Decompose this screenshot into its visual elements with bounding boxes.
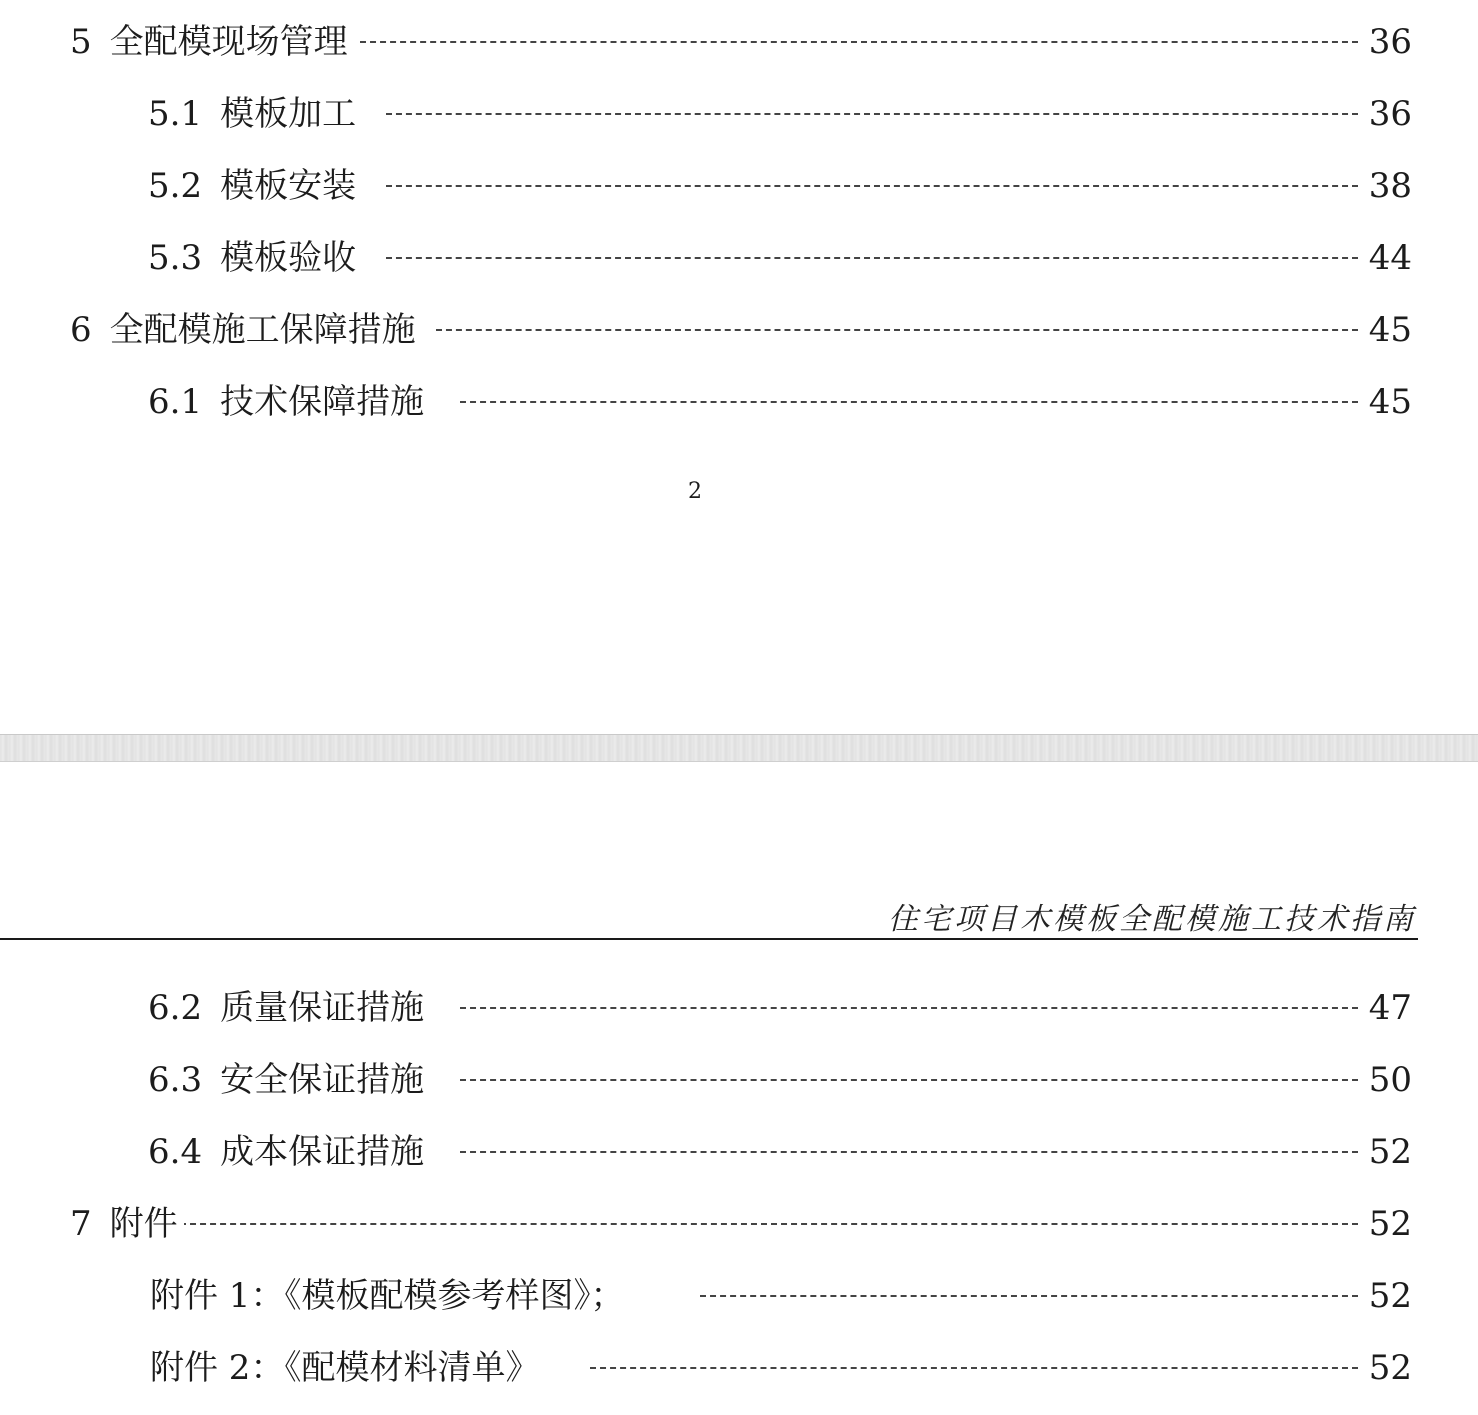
toc-entry-section-6-2[interactable] (0, 984, 1478, 1032)
toc-entry-chapter-5[interactable] (0, 18, 1478, 66)
toc-leader (360, 41, 1358, 43)
toc-entry-number: 5.2 (148, 166, 203, 206)
toc-leader (386, 257, 1358, 259)
toc-page-number: 44 (1363, 234, 1412, 282)
toc-page-number: 36 (1363, 18, 1412, 66)
toc-leader (460, 1151, 1358, 1153)
toc-entry-chapter-6[interactable] (0, 306, 1478, 354)
toc-page-number: 45 (1363, 378, 1412, 426)
toc-entry-title (148, 162, 362, 210)
toc-entry-number: 6.1 (148, 382, 203, 422)
toc-leader (460, 1007, 1358, 1009)
toc-entry-appendix-1[interactable] (0, 1272, 1478, 1320)
toc-entry-number: 5.1 (148, 94, 203, 134)
toc-entry-section-6-4[interactable] (0, 1128, 1478, 1176)
toc-entry-number: 6.2 (148, 988, 203, 1028)
toc-entry-title (148, 90, 362, 138)
toc-entry-title (70, 1200, 184, 1248)
toc-entry-title (70, 18, 354, 66)
toc-page-number: 52 (1363, 1128, 1412, 1176)
toc-leader (436, 329, 1358, 331)
toc-page-number: 50 (1363, 1056, 1412, 1104)
toc-leader (700, 1295, 1358, 1297)
toc-entry-section-5-2[interactable] (0, 162, 1478, 210)
toc-entry-label: 模板验收 (220, 238, 357, 278)
toc-entry-label: 附件 1：《模板配模参考样图》； (150, 1276, 625, 1316)
toc-entry-title (148, 984, 430, 1032)
toc-leader (386, 113, 1358, 115)
toc-leader (590, 1367, 1358, 1369)
toc-entry-title (148, 378, 430, 426)
toc-entry-number: 5.3 (148, 238, 203, 278)
toc-entry-number: 6.3 (148, 1060, 203, 1100)
toc-entry-section-5-3[interactable] (0, 234, 1478, 282)
page-number: 2 (688, 479, 702, 504)
toc-entry-appendix-2[interactable] (0, 1344, 1478, 1392)
toc-entry-number: 5 (70, 22, 92, 62)
toc-entry-label: 技术保障措施 (220, 382, 425, 422)
toc-entry-number: 7 (70, 1204, 92, 1244)
running-header-title: 住宅项目木模板全配模施工技术指南 (888, 902, 1416, 937)
toc-entry-label: 附件 2：《配模材料清单》 (150, 1348, 540, 1388)
toc-page-number: 36 (1363, 90, 1412, 138)
toc-entry-chapter-7[interactable] (0, 1200, 1478, 1248)
toc-entry-title (148, 1128, 430, 1176)
toc-page-number: 52 (1363, 1200, 1412, 1248)
toc-entry-label: 附件 (109, 1204, 178, 1244)
toc-entry-label: 成本保证措施 (220, 1132, 425, 1172)
toc-entry-title (70, 306, 422, 354)
page-separator (0, 734, 1478, 762)
toc-leader (460, 1079, 1358, 1081)
header-rule (0, 938, 1418, 940)
toc-entry-number: 6 (70, 310, 92, 350)
document-page-bottom (0, 762, 1478, 1415)
toc-entry-label: 全配模现场管理 (109, 22, 348, 62)
toc-leader (180, 1223, 1358, 1225)
toc-page-number: 38 (1363, 162, 1412, 210)
toc-leader (386, 185, 1358, 187)
toc-entry-title (148, 234, 362, 282)
toc-page-number: 47 (1363, 984, 1412, 1032)
toc-entry-title (150, 1344, 545, 1392)
toc-entry-label: 模板加工 (220, 94, 357, 134)
toc-page-number: 52 (1363, 1344, 1412, 1392)
toc-entry-label: 模板安装 (220, 166, 357, 206)
toc-entry-title (148, 1056, 430, 1104)
toc-entry-number: 6.4 (148, 1132, 203, 1172)
toc-entry-label: 安全保证措施 (220, 1060, 425, 1100)
toc-page-number: 45 (1363, 306, 1412, 354)
toc-entry-label: 质量保证措施 (220, 988, 425, 1028)
toc-entry-section-6-3[interactable] (0, 1056, 1478, 1104)
toc-entry-section-6-1[interactable] (0, 378, 1478, 426)
toc-leader (460, 401, 1358, 403)
toc-entry-label: 全配模施工保障措施 (109, 310, 416, 350)
toc-entry-section-5-1[interactable] (0, 90, 1478, 138)
toc-page-number: 52 (1363, 1272, 1412, 1320)
toc-entry-title (150, 1272, 630, 1320)
